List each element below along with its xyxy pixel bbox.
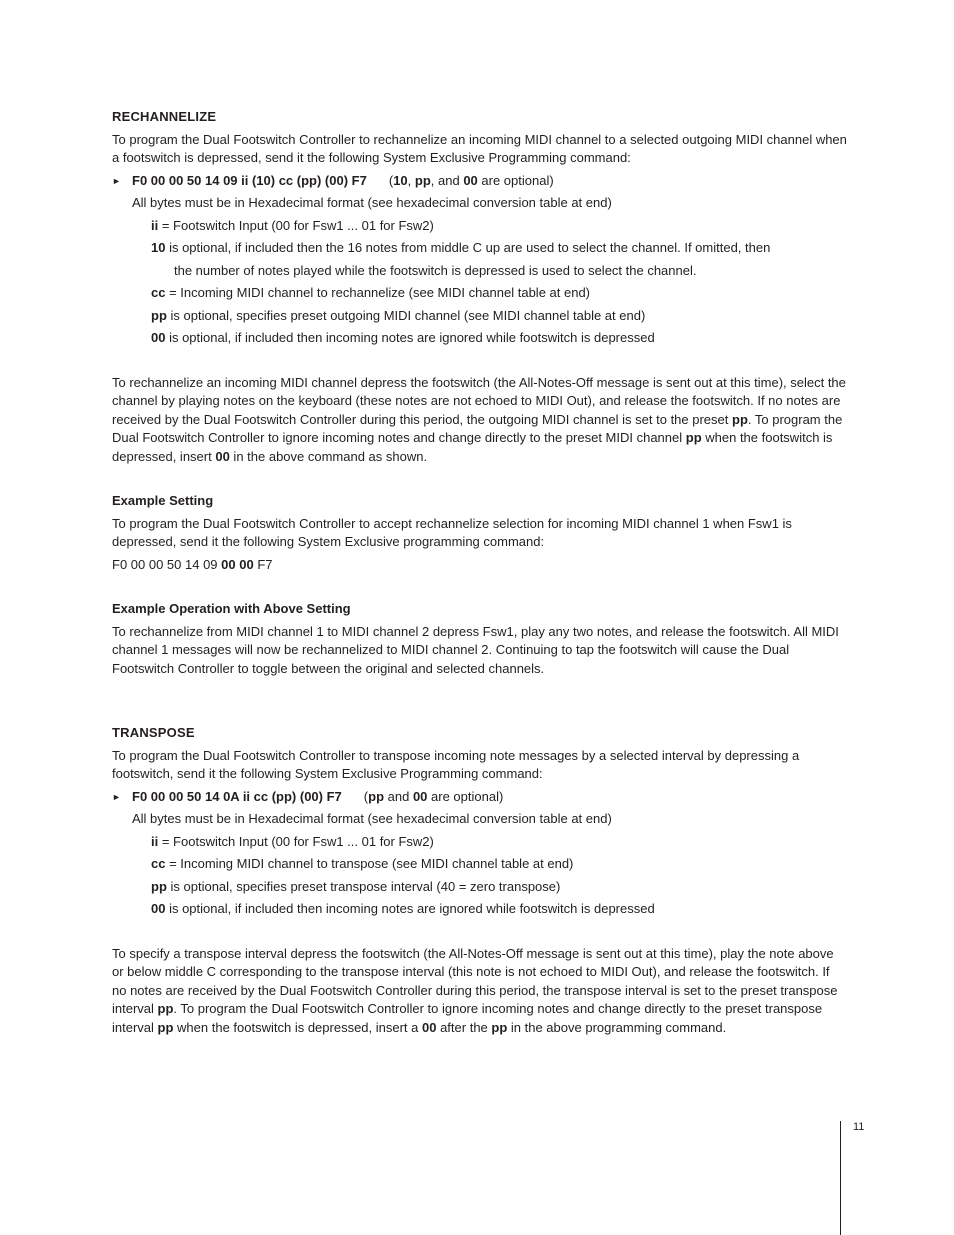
bold-run: pp	[732, 411, 748, 427]
text-run: when the footswitch is depressed, insert a	[173, 1019, 422, 1035]
footer-rule	[840, 1121, 841, 1235]
param-key: cc	[151, 285, 166, 300]
section-title: TRANSPOSE	[112, 725, 195, 740]
code-run: F7	[253, 556, 273, 572]
param-text: is optional, if included then the 16 notes from middle C up are used to select the channel. If omitted, then	[165, 240, 771, 255]
text-run: . To program the Dual Footswitch Controller to ignore incoming notes and change directly to the preset transpose interval	[112, 1001, 823, 1035]
optional-key: 10	[393, 172, 408, 188]
optional-close: are optional)	[477, 172, 554, 188]
bold-run: 00	[215, 448, 230, 464]
section-rechannelize	[112, 108, 847, 466]
param-text: = Incoming MIDI channel to rechannelize (see MIDI channel table at end)	[165, 285, 591, 300]
optional-sep: ,	[407, 172, 415, 188]
param-key: ii	[151, 833, 159, 849]
operation-paragraph: To rechannelize from MIDI channel 1 to MIDI channel 2 depress Fsw1, play any two notes, and release the footswitch. All MIDI channel 1 messages will now be rechannelized to MIDI channel 2. Continuing to tap the footswitch will cause the Dual Footswitch Controller to toggle between the original and selected channels.	[112, 623, 839, 676]
param-item	[112, 239, 847, 258]
code-run: F0 00 00 50 14 09	[112, 556, 222, 572]
param-item	[112, 878, 847, 897]
bold-run: 00	[422, 1019, 437, 1035]
bold-run: pp	[157, 1019, 174, 1035]
bold-run: pp	[685, 430, 702, 445]
param-item	[112, 307, 847, 326]
param-key: pp	[151, 307, 167, 323]
param-item	[112, 329, 847, 348]
sysex-command: F0 00 00 50 14 0A ii cc (pp) (00) F7	[132, 788, 342, 804]
param-text: = Incoming MIDI channel to transpose (see MIDI channel table at end)	[165, 856, 574, 871]
intro-paragraph: To program the Dual Footswitch Controller to rechannelize an incoming MIDI channel to a selected outgoing MIDI channel when a footswitch is depressed, send it the following System Exclusive Programming command:	[112, 131, 847, 165]
optional-close: are optional)	[427, 788, 504, 804]
text-run: To specify a transpose interval depress the footswitch (the All-Notes-Off message is sent out at this time), play the note above or below middle C corresponding to the transpose interval (this note is not echoed to MIDI Out), and release the footswitch. If no notes are received by the Dual Footswitch Controller during this period, the transpose interval is set to the preset transpose interval	[112, 945, 838, 1016]
arrow-right-icon: ►	[112, 175, 121, 186]
sysex-command: F0 00 00 50 14 09 ii (10) cc (pp) (00) F7	[132, 172, 367, 188]
command-line	[112, 172, 847, 191]
text-run: To rechannelize an incoming MIDI channel depress the footswitch (the All-Notes-Off message is sent out at this time), select the channel by playing notes on the keyboard (these notes are not echoed to MIDI Out), and release the footswitch. If no notes are received by the Dual Footswitch Controller during this period, the outgoing MIDI channel is set to the preset	[112, 374, 846, 427]
intro-paragraph: To program the Dual Footswitch Controller to transpose incoming note messages by a selected interval by depressing a footswitch, send it the following System Exclusive Programming command:	[112, 747, 800, 781]
optional-open: (	[363, 788, 369, 804]
description-paragraph	[112, 374, 847, 467]
subsection-title: Example Setting	[112, 493, 214, 508]
param-key: 00	[151, 330, 166, 345]
command-line	[112, 788, 847, 807]
bold-run: pp	[491, 1019, 508, 1035]
subsection-title: Example Operation with Above Setting	[112, 601, 351, 616]
description-paragraph	[112, 945, 847, 1038]
section-transpose	[112, 724, 847, 1037]
optional-open: (	[388, 172, 394, 188]
section-example-setting	[112, 492, 847, 574]
text-run: . To program the Dual Footswitch Controller to ignore incoming notes and change directly to the preset MIDI channel	[112, 411, 843, 445]
param-item	[112, 217, 847, 236]
text-run: in the above programming command.	[507, 1019, 727, 1035]
param-item	[112, 833, 847, 852]
param-text: = Footswitch Input (00 for Fsw1 ... 01 for Fsw2)	[158, 833, 434, 849]
optional-key: pp	[368, 788, 385, 804]
param-key: ii	[151, 217, 159, 233]
param-item	[112, 284, 847, 303]
param-key: pp	[151, 878, 167, 894]
param-text: = Footswitch Input (00 for Fsw1 ... 01 for Fsw2)	[158, 217, 434, 233]
optional-key: pp	[414, 172, 431, 188]
param-key: cc	[151, 856, 166, 871]
example-paragraph: To program the Dual Footswitch Controller to accept rechannelize selection for incoming MIDI channel 1 when Fsw1 is depressed, send it the following System Exclusive programming command:	[112, 515, 792, 549]
param-text: is optional, specifies preset transpose interval (40 = zero transpose)	[166, 878, 561, 894]
hex-note: All bytes must be in Hexadecimal format (see hexadecimal conversion table at end)	[132, 195, 612, 210]
text-run: in the above command as shown.	[229, 448, 428, 464]
param-continuation: the number of notes played while the footswitch is depressed is used to select the channel.	[174, 262, 697, 278]
param-key: 10	[151, 240, 166, 255]
param-item	[112, 855, 847, 874]
param-text: is optional, specifies preset outgoing MIDI channel (see MIDI channel table at end)	[166, 307, 646, 323]
param-text: is optional, if included then incoming notes are ignored while footswitch is depressed	[165, 330, 655, 345]
text-run: when the footswitch is depressed, insert	[112, 430, 833, 464]
optional-key: 00	[412, 788, 428, 804]
page-number: 11	[853, 1121, 865, 1133]
optional-sep: and	[384, 788, 413, 804]
hex-note: All bytes must be in Hexadecimal format (see hexadecimal conversion table at end)	[132, 811, 612, 826]
example-code	[112, 556, 847, 575]
optional-key: 00	[463, 172, 478, 188]
section-example-operation	[112, 600, 847, 678]
document-page	[112, 108, 847, 1037]
bold-run: pp	[157, 1001, 174, 1016]
param-text: is optional, if included then incoming notes are ignored while footswitch is depressed	[165, 901, 655, 916]
text-run: after the	[436, 1019, 492, 1035]
arrow-right-icon: ►	[112, 791, 121, 802]
param-key: 00	[151, 901, 166, 916]
optional-sep: , and	[430, 172, 464, 188]
code-bold-run: 00 00	[221, 556, 254, 572]
section-title: RECHANNELIZE	[112, 109, 217, 124]
param-item	[112, 900, 847, 919]
